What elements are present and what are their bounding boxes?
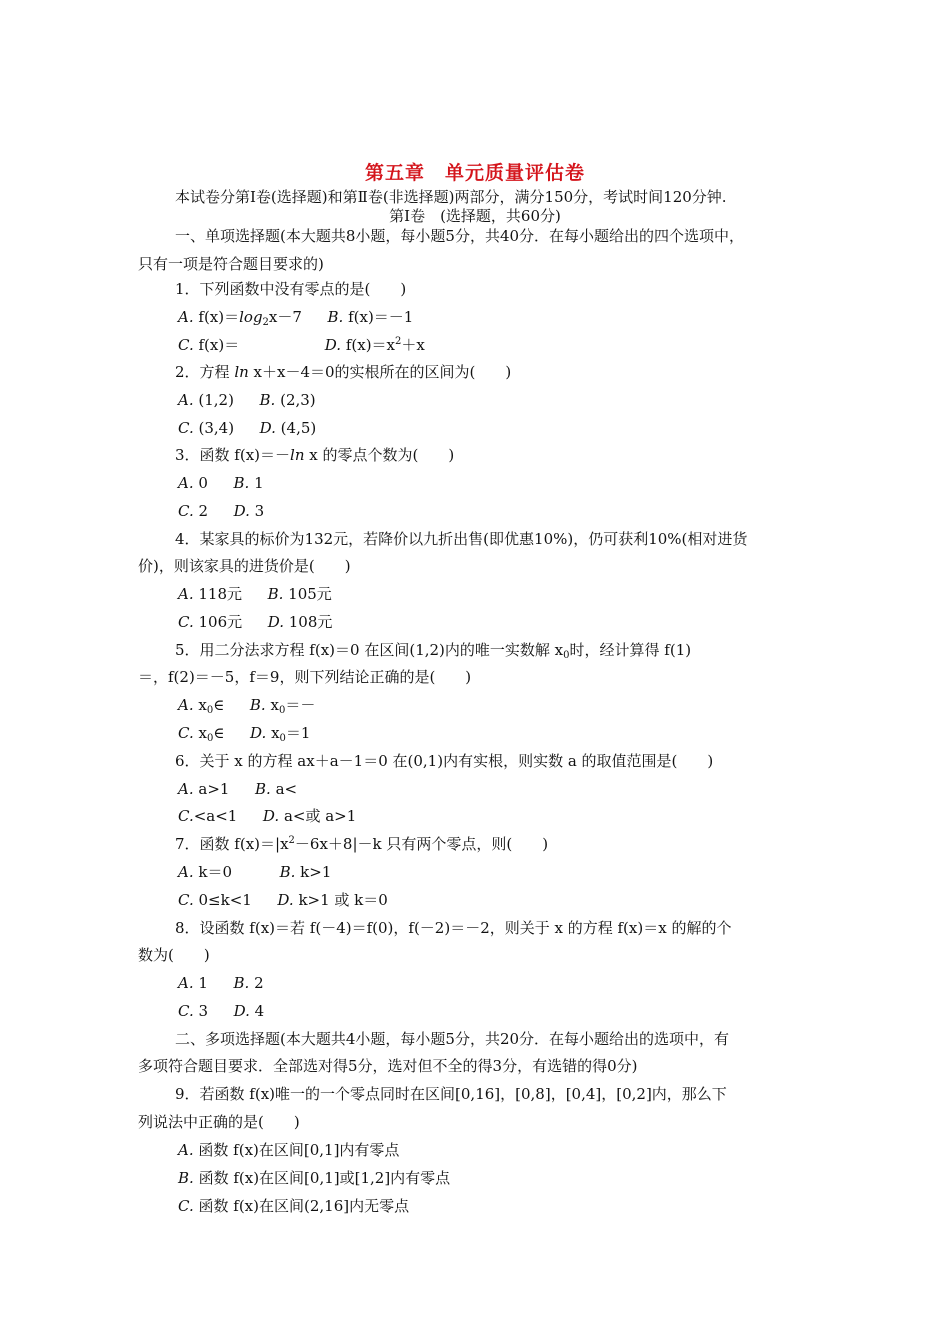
question-2-options-ab: A. (1,2) B. (2,3) <box>178 391 316 409</box>
q3-option-b: 1 <box>254 474 264 492</box>
q7-option-d: k>1 或 k＝0 <box>298 891 388 909</box>
section2-heading: 二、多项选择题(本大题共4小题，每小题5分，共20分．在每小题给出的选项中，有 <box>175 1030 730 1048</box>
question-3-options-cd: C. 2 D. 3 <box>178 502 265 520</box>
q5-option-a: $x_0\in$ <box>198 696 225 716</box>
q6-option-c: <a<1 <box>193 807 238 825</box>
q3-option-c: 2 <box>198 502 209 520</box>
q7-option-b: k>1 <box>300 863 332 881</box>
question-5-stem: 5．用二分法求方程 f(x)＝0 在区间(1,2)内的唯一实数解 $x_0$时，经计算得 f(1) <box>175 641 692 661</box>
question-8-options-ab: A. 1 B. 2 <box>178 974 264 992</box>
q4-option-a: 118元 <box>198 585 243 603</box>
section1-heading: 一、单项选择题(本大题共8小题，每小题5分，共40分．在每小题给出的四个选项中， <box>175 227 745 245</box>
q1-option-b: f(x)＝－1 <box>348 308 414 326</box>
q2-option-d: (4,5) <box>280 419 317 437</box>
section2-heading-cont: 多项符合题目要求．全部选对得5分，选对但不全的得3分，有选错的得0分) <box>138 1057 638 1075</box>
question-9-option-c: C. 函数 f(x)在区间(2,16]内无零点 <box>178 1197 410 1215</box>
question-4-stem: 4．某家具的标价为132元，若降价以九折出售(即优惠10%)，仍可获利10%(相对进货 <box>175 530 748 548</box>
question-2-options-cd: C. (3,4) D. (4,5) <box>178 419 317 437</box>
option-label-c: C. <box>178 336 194 354</box>
q8-option-d: 4 <box>254 1002 265 1020</box>
option-label-a: A. <box>178 308 194 326</box>
q5-option-b: $x_0=-$ <box>270 696 316 716</box>
question-5-stem-cont: ＝，f(2)＝－5，f＝9，则下列结论正确的是( ) <box>138 668 472 686</box>
question-5-options-cd: C. $x_0\in$ D. $x_0=1$ <box>178 724 311 744</box>
q5-option-c: $x_0\in$ <box>198 724 225 744</box>
question-4-options-cd: C. 106元 D. 108元 <box>178 613 333 631</box>
question-9-option-b: B. 函数 f(x)在区间[0,1]或[1,2]内有零点 <box>178 1169 451 1187</box>
page-title: 第五章 单元质量评估卷 <box>364 162 585 184</box>
question-9-option-a: A. 函数 f(x)在区间[0,1]内有零点 <box>178 1141 400 1159</box>
q2-option-a: (1,2) <box>198 391 234 409</box>
section1-heading-cont: 只有一项是符合题目要求的) <box>138 255 324 273</box>
question-9-stem-cont: 列说法中正确的是( ) <box>138 1113 300 1131</box>
q2-option-c: (3,4) <box>198 419 235 437</box>
q6-option-b: a< <box>275 780 298 798</box>
question-7-options-ab: A. k＝0 B. k>1 <box>178 863 332 881</box>
q4-option-d: 108元 <box>288 613 333 631</box>
q7-option-c: 0≤k<1 <box>198 891 252 909</box>
question-8-options-cd: C. 3 D. 4 <box>178 1002 265 1020</box>
question-9-stem: 9．若函数 f(x)唯一的一个零点同时在区间[0,16]，[0,8]，[0,4]，[0,2]内，那么下 <box>175 1085 727 1103</box>
q4-option-b: 105元 <box>288 585 332 603</box>
question-7-stem: 7．函数 $f(x)=|x^2-6x+8|-k$ 只有两个零点，则( ) <box>175 835 549 853</box>
q1-option-a: $f(x)=\log_2x-7$ <box>198 308 302 328</box>
q7-option-a: k＝0 <box>198 863 233 881</box>
question-2-stem: 2．方程 ln x＋x－4＝0的实根所在的区间为( ) <box>175 363 512 381</box>
question-6-options-cd: C.<a<1 D. a<或 a>1 <box>178 807 357 825</box>
question-3-options-ab: A. 0 B. 1 <box>178 474 264 492</box>
q6-option-a: a>1 <box>198 780 230 798</box>
question-1-options-ab <box>178 307 413 327</box>
q8-option-a: 1 <box>198 974 208 992</box>
q2-option-b: (2,3) <box>280 391 316 409</box>
question-5-options-ab: A. $x_0\in$ B. $x_0=-$ <box>178 696 316 716</box>
q8-option-c: 3 <box>198 1002 209 1020</box>
question-3-stem: 3．函数 f(x)＝－ln x 的零点个数为( ) <box>175 446 455 464</box>
option-label-d: D. <box>324 336 342 354</box>
q8-option-b: 2 <box>254 974 264 992</box>
q5-option-d: $x_0=1$ <box>271 724 311 744</box>
question-7-options-cd: C. 0≤k<1 D. k>1 或 k＝0 <box>178 891 388 909</box>
q3-option-d: 3 <box>254 502 265 520</box>
question-1-options-cd <box>178 335 425 355</box>
option-label-b: B. <box>327 308 344 326</box>
q3-option-a: 0 <box>198 474 208 492</box>
q4-option-c: 106元 <box>198 613 243 631</box>
question-4-options-ab: A. 118元 B. 105元 <box>178 585 332 603</box>
part1-heading: 第Ⅰ卷 (选择题，共60分) <box>389 207 561 225</box>
q6-option-d: a<或 a>1 <box>283 807 357 825</box>
question-8-stem-cont: 数为( ) <box>138 946 210 964</box>
q1-option-d: $f(x)=x^2+x$ <box>345 336 425 354</box>
q1-option-c: f(x)＝ <box>198 336 240 354</box>
question-6-options-ab: A. a>1 B. a< <box>178 780 298 798</box>
question-6-stem: 6．关于 x 的方程 ax＋a－1＝0 在(0,1)内有实根，则实数 a 的取值范围是( ) <box>175 752 714 770</box>
question-1-stem: 1．下列函数中没有零点的是( ) <box>175 280 407 298</box>
intro-text: 本试卷分第Ⅰ卷(选择题)和第Ⅱ卷(非选择题)两部分，满分150分，考试时间120分钟. <box>175 188 727 206</box>
question-4-stem-cont: 价)，则该家具的进货价是( ) <box>138 557 351 575</box>
question-8-stem: 8．设函数 f(x)＝若 f(－4)＝f(0)，f(－2)＝－2，则关于 x 的方程 f(x)＝x 的解的个 <box>175 919 732 937</box>
